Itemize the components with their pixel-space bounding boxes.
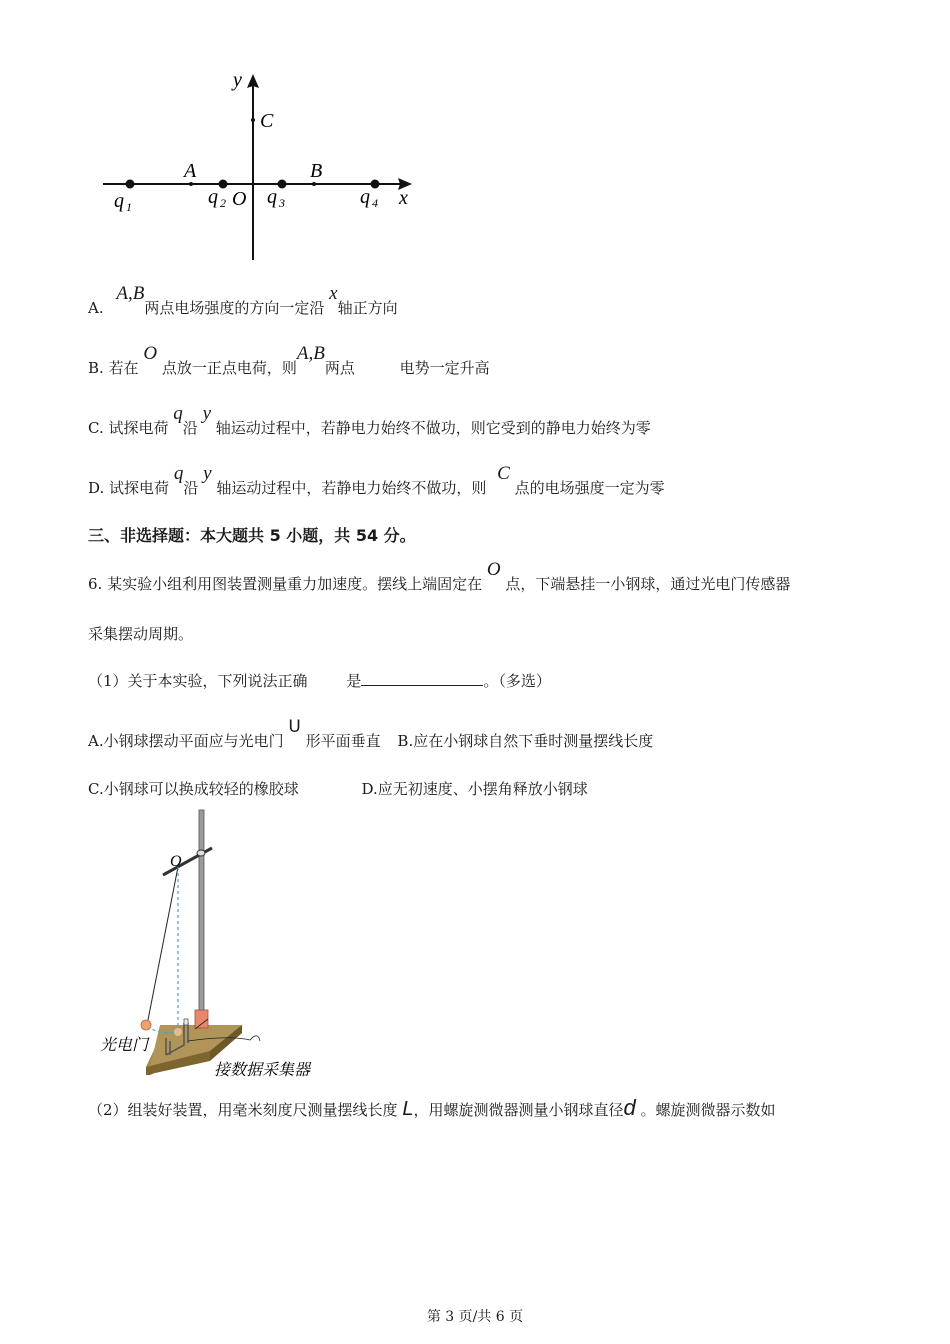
math-c: C — [497, 463, 510, 484]
choice-d-text: D.应无初速度、小摆角释放小钢球 — [361, 780, 588, 798]
choice-a-text1: A.小钢球摆动平面应与光电门 — [88, 732, 284, 750]
choices-ab — [88, 717, 654, 751]
q2-sub: 2 — [220, 196, 226, 210]
math-y: y — [202, 403, 211, 424]
photogate-label: 光电门 — [100, 1035, 149, 1054]
option-b-text1: 点放一正点电荷，则 — [161, 359, 297, 377]
sub1-text3: 。（多选） — [483, 672, 551, 690]
sub2-text1: （2）组装好装置，用毫米刻度尺测量摆线长度 — [88, 1101, 398, 1119]
section-heading: 三、非选择题：本大题共 5 小题，共 54 分。 — [88, 526, 416, 545]
y-axis-label: y — [233, 69, 242, 91]
option-d — [88, 463, 665, 498]
option-b — [88, 343, 490, 378]
q3-label: q — [267, 186, 277, 208]
math-ab: A,B — [296, 343, 325, 364]
q2-label: q — [208, 186, 218, 208]
option-d-text2: 轴运动过程中，若静电力始终不做功，则 — [216, 479, 487, 497]
option-c-text2: 轴运动过程中，若静电力始终不做功，则它受到的静电力始终为零 — [215, 419, 651, 437]
question-6-stem-line2: 采集摆动周期。 — [88, 625, 194, 643]
data-collector-label: 接数据采集器 — [214, 1060, 311, 1079]
option-a-text1: 两点电场强度的方向一定沿 — [144, 299, 325, 317]
option-b-text2: 两点 — [324, 359, 355, 377]
math-d: d — [623, 1095, 636, 1120]
sub2-text3: 。螺旋测微器示数如 — [640, 1101, 776, 1119]
option-b-text3: 电势一定升高 — [399, 359, 490, 377]
subquestion-1 — [88, 671, 551, 691]
pivot-o-label: O — [170, 853, 182, 870]
option-a-text2: 轴正方向 — [337, 299, 398, 317]
sub1-text1: （1）关于本实验，下列说法正确 — [88, 672, 308, 690]
sub2-text2: ，用螺旋测微器测量小钢球直径 — [413, 1101, 624, 1119]
option-a-prefix: A. — [88, 299, 104, 317]
question-6-stem — [88, 559, 791, 594]
option-c-prefix: C. 试探电荷 — [88, 419, 169, 437]
q1-sub: 1 — [126, 200, 132, 214]
choices-cd — [88, 779, 588, 799]
q4-sub: 4 — [372, 196, 378, 210]
option-a — [88, 283, 398, 318]
x-axis-label: x — [399, 187, 408, 209]
answer-blank[interactable] — [361, 671, 483, 686]
math-o: O — [143, 343, 158, 364]
option-d-prefix: D. 试探电荷 — [88, 479, 170, 497]
point-b-label: B — [310, 160, 323, 182]
q4-label: q — [360, 186, 370, 208]
q1-label: q — [114, 190, 124, 212]
math-q: q — [173, 403, 183, 424]
origin-label: O — [232, 188, 247, 210]
math-l: L — [402, 1098, 414, 1120]
stem-text1: 6. 某实验小组利用图装置测量重力加速度。摆线上端固定在 — [88, 575, 483, 593]
choice-c-text: C.小钢球可以换成较轻的橡胶球 — [88, 780, 299, 798]
sub1-text2: 是 — [346, 672, 362, 690]
option-d-text1: 沿 — [183, 479, 199, 497]
page-footer: 第 3 页/共 6 页 — [426, 1309, 524, 1325]
point-a-label: A — [184, 160, 197, 182]
math-y: y — [203, 463, 212, 484]
math-o: O — [486, 559, 501, 580]
point-c-label: C — [260, 110, 274, 132]
choice-b-text: B.应在小钢球自然下垂时测量摆线长度 — [397, 732, 654, 750]
math-ab: A,B — [116, 283, 145, 304]
option-c — [88, 403, 651, 438]
math-q: q — [173, 463, 184, 484]
stem-text2: 点，下端悬挂一小钢球，通过光电门传感器 — [505, 575, 791, 593]
q3-sub: 3 — [279, 196, 285, 210]
subquestion-2 — [88, 1095, 776, 1120]
choice-a-text2: 形平面垂直 — [305, 732, 381, 750]
option-c-text1: 沿 — [182, 419, 198, 437]
option-b-prefix: B. 若在 — [88, 359, 139, 377]
math-x: x — [329, 283, 338, 304]
math-u: U — [288, 717, 301, 737]
pendulum-apparatus-figure — [90, 805, 350, 1085]
option-d-text3: 点的电场强度一定为零 — [514, 479, 665, 497]
charge-axis-figure — [90, 60, 430, 270]
